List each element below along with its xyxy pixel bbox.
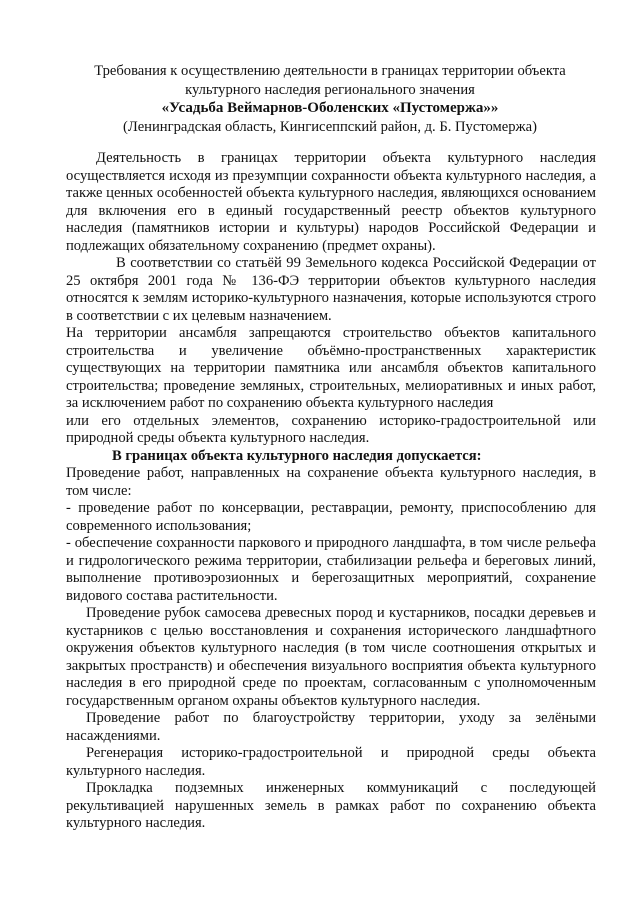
paragraph-prohibitions-continued: или его отдельных элементов, сохранению историко-градостроительной или природной среды объекта культурного наследия. [66,412,596,446]
header-object-name: «Усадьба Веймарнов-Оболенских «Пустомержа»» [161,100,499,116]
paragraph-tree-cutting: Проведение рубок самосева древесных пород и кустарников, посадки деревьев и кустарников с целью восстановления и сохранения исторического ландшафтного окружения объектов культурного наследия (в том числе соотношения открытых и закрытых пространств) и обеспечения визуального восприятия объекта культурного наследия в его природной среде по проектам, согласованным с уполномоченным государственным органом охраны объектов культурного наследия. [66,605,596,709]
list-item-conservation: - проведение работ по консервации, реставрации, ремонту, приспособлению для современного использования; [66,500,596,534]
header-title-line-1: Требования к осуществлению деятельности в границах территории объекта [94,63,566,79]
paragraph-regeneration: Регенерация историко-градостроительной и природной среды объекта культурного наследия. [66,745,596,779]
list-item-landscape: - обеспечение сохранности паркового и природного ландшафта, в том числе рельефа и гидрологического режима территории, стабилизации рельефа и береговых линий, выполнение противоэрозионных и берегозащитных мероприятий, сохранение видового состава растительности. [66,535,596,604]
document-body [66,150,596,833]
paragraph-land-code: В соответствии со статьёй 99 Земельного кодекса Российской Федерации от 25 октября 2001 года № 136-ФЭ территории объектов культурного наследия относятся к землям историко-культурного назначения, которые используются строго в соответствии с их целевым назначением. [66,255,596,324]
header-location: (Ленинградская область, Кингисеппский район, д. Б. Пустомержа) [123,118,537,135]
header-title-line-2: культурного наследия регионального значения [185,81,475,98]
paragraph-preservation-works: Проведение работ, направленных на сохранение объекта культурного наследия, в том числе: [66,465,596,499]
document-header [60,62,600,136]
section-heading-permitted: В границах объекта культурного наследия допускается: [112,447,482,464]
paragraph-prohibitions: На территории ансамбля запрещаются строительство объектов капитального строительства и увеличение объёмно-пространственных характеристик существующих на территории памятника или ансамбля объектов капитального строительства; проведение земляных, строительных, мелиоративных и иных работ, за исключением работ по сохранению объекта культурного наследия [66,325,596,411]
paragraph-landscaping: Проведение работ по благоустройству территории, уходу за зелёными насаждениями. [66,710,596,744]
paragraph-presumption: Деятельность в границах территории объекта культурного наследия осуществляется исходя из презумпции сохранности объекта культурного наследия, а также ценных особенностей объекта культурного наследия, являющихся основанием для включения его в единый государственный реестр объектов культурного наследия (памятников истории и культуры) народов Российской Федерации и подлежащих обязательному сохранению (предмет охраны). [66,150,596,254]
paragraph-utilities: Прокладка подземных инженерных коммуникаций с последующей рекультивацией нарушенных земель в рамках работ по сохранению объекта культурного наследия. [66,780,596,831]
